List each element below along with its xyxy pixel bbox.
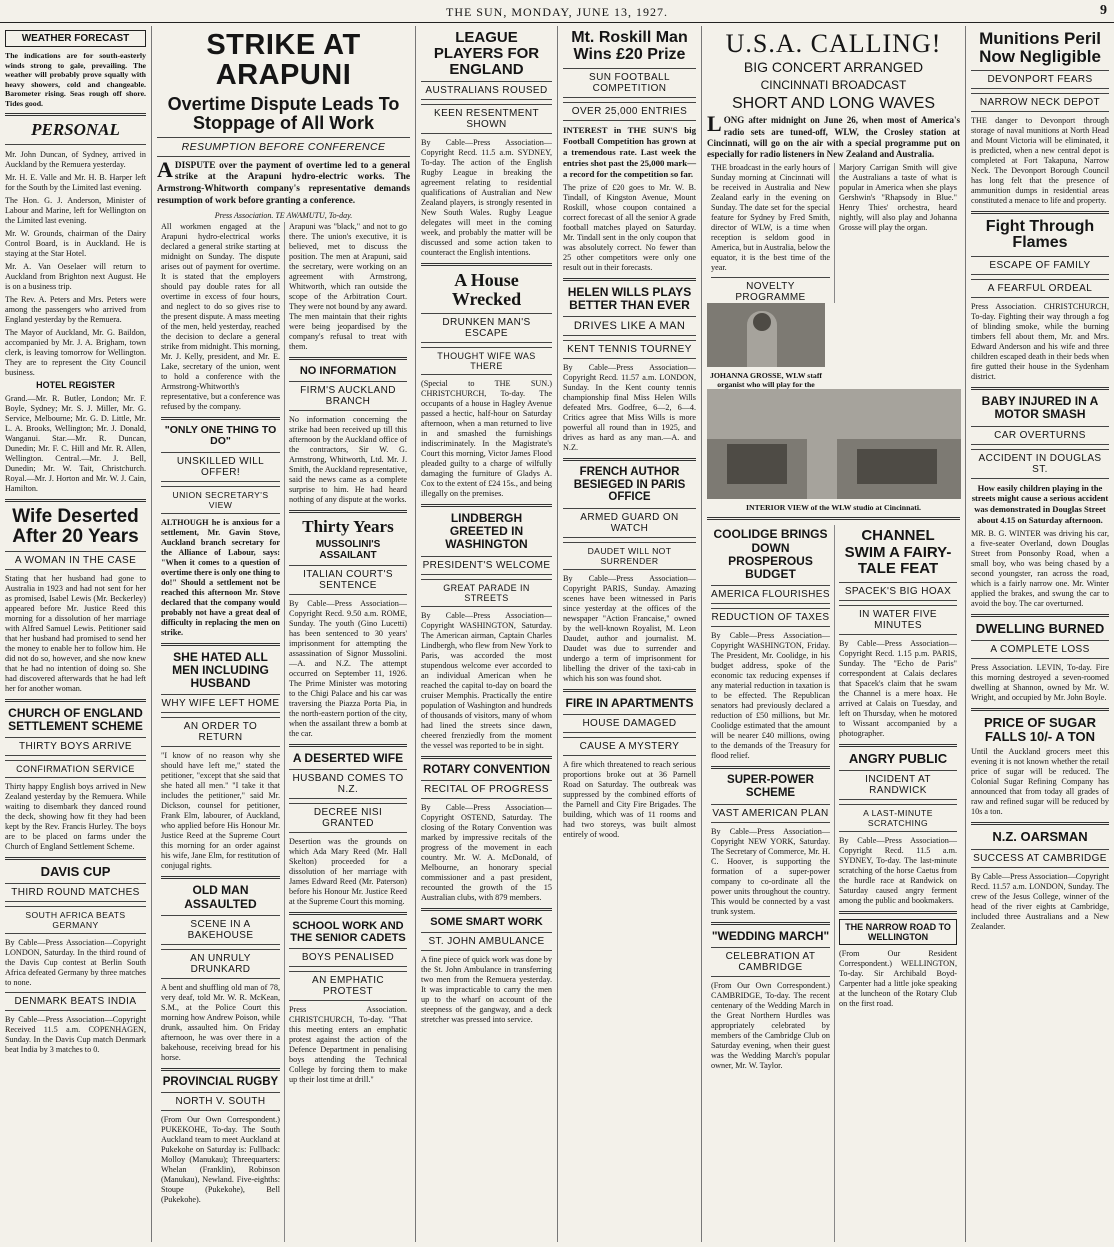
column-3 [416,26,558,1242]
roskill-deck-2: OVER 25,000 ENTRIES [563,102,696,121]
column-4 [558,26,702,1242]
old-deck-1: SCENE IN A BAKEHOUSE [161,915,280,945]
studio-caption: INTERIOR VIEW of the WLW studio at Cincinnati. [745,503,922,513]
old-heading: OLD MAN ASSAULTED [184,883,257,911]
masthead [0,0,1114,23]
narrow-text: (From Our Resident Correspondent.) WELLINGTON, To-day. Sir Archibald Boyd-Carpenter had a little joke speaking at the luncheon of the Rotary Club on the first road. [839,949,957,1009]
deserted-heading: A DESERTED WIFE [292,750,404,765]
school-heading: SCHOOL WORK AND THE SENIOR CADETS [290,919,406,944]
rotary-deck: RECITAL OF PROGRESS [421,780,552,799]
munitions-headline: Munitions Peril Now Negligible [979,29,1101,66]
narrow-heading: THE NARROW ROAD TO WELLINGTON [839,919,957,945]
studio-photo [707,389,961,499]
lindbergh-deck-1: PRESIDENT'S WELCOME [421,556,552,575]
coolidge-text: By Cable—Press Association—Copyright WASHINGTON, Friday. The President, Mr. Coolidge, in his budget address, spoke of the economic tax reducing expenses if any material reduction in taxation is to be effected. The Republican senators had previously declared a reduction of £50 millions, but Mr. Coolidge estimated that the amount will be nearer £40 millions, owing to the demands of the Treasury for flood relief. [711,631,830,761]
strike-dateline: Press Association. TE AWAMUTU, To-day. [214,210,353,220]
baby-deck-1: CAR OVERTURNS [971,426,1109,445]
helen-deck-2: KENT TENNIS TOURNEY [563,340,696,359]
helen-heading: HELEN WILLS PLAYS BETTER THAN EVER [567,284,692,312]
angry-deck-1: INCIDENT AT RANDWICK [839,770,957,800]
angry-deck-2: A LAST-MINUTE SCRATCHING [839,804,957,832]
hated-deck-2: AN ORDER TO RETURN [161,717,280,747]
some-deck: ST. JOHN AMBULANCE [421,932,552,951]
personal-item: The Rev. A. Peters and Mrs. Peters were among the passengers who arrived from England yesterday by the Remuera. [5,294,146,324]
only-heading: "ONLY ONE THING TO DO" [164,423,277,448]
hotel-text: Grand.—Mr. R. Butler, London; Mr. F. Boyle, Sydney; Mr. S. J. Miller, Mr. G. Service, Melbourne; Mr. G. D. Little, Mr. L. A. Brooks, Wellington; Mr. J. Donald, Wanganui. Star.—Mr. R. Duncan, Dunedin; Mr. F. C. Hill and Mr. R. Allen, Wellington. Central.—Mr. J. Bell, Dunedin; Mr. W. Tait, Christchurch. Royal.—Mr. J. Horton and Mr. W. J. Cain, Hamilton. [5,393,146,493]
channel-deck-1: SPACEK'S BIG HOAX [839,582,957,601]
fire-deck-1: HOUSE DAMAGED [563,714,696,733]
sugar-heading: PRICE OF SUGAR FALLS 10/- A TON [984,714,1096,745]
masthead-title: THE SUN, MONDAY, JUNE 13, 1927. [445,5,668,19]
only-text: ALTHOUGH he is anxious for a settlement, Mr. Gavin Stove, Auckland branch secretary for the Alliance of Labour, says: "When it comes to a question of overtime there is only one thing to do!" Should a settlement not be reached this afternoon Mr. Stove declared that the company would probably not have a great deal of difficulty in replacing the men on strike. [161,517,281,637]
oarsman-text: By Cable—Press Association—Copyright Recd. 11.57 a.m. LONDON, Sunday. The crew of the Jesus College, winner of the head of the river eights at Cambridge, included three Australians and a New Zealander. [971,871,1109,931]
personal-item: Mr. A. Van Oeselaer will return to Auckland from Brighton next August. He is on a business trip. [5,261,146,291]
oarsman-heading: N.Z. OARSMAN [992,829,1088,845]
rotary-text: By Cable—Press Association—Copyright OSTEND, Saturday. The closing of the Rotary Convention was marked by impressive recitals of the progress of the movement in each country. Mr. W. A. McDonald, of Melbourne, an honorary special commissioner and a past president, recounted the growth of the 15 Australian clubs, with 879 members. [421,803,552,903]
usa-subheadline-1: BIG CONCERT ARRANGED [743,59,924,76]
davis-heading: DAVIS CUP [40,863,111,879]
league-text: By Cable—Press Association—Copyright Recd. 11.5 a.m. SYDNEY, To-day. The action of the English Rugby League in breaking the agreement relating to residential qualifications of Australian and New Zealand players, is strongly resented in New South Wales. Rugby League delegates will meet in the coming week, and probably the matter will be discussed and some action taken to counteract the English intentions. [421,138,552,258]
dwelling-heading: DWELLING BURNED [975,620,1105,636]
church-heading: CHURCH OF ENGLAND SETTLEMENT SCHEME [8,705,143,733]
col5-lower-left [707,525,835,1242]
organist-caption: JOHANNA GROSSE, WLW staff organist who will play for the [709,371,823,390]
strike-subheadline: Overtime Dispute Leads To Stoppage of All Work [167,93,400,133]
usa-subheadline-2: CINCINNATI BROADCAST [760,77,907,92]
super-text: By Cable—Press Association—Copyright NEW YORK, Saturday. The Secretary of Commerce, Mr. H. C. Hoover, is supporting the formation of a super-power company to co-ordinate all the power units throughout the country. This would be connected by a vast trunk system. [711,826,830,916]
deserted-deck-2: DECREE NISI GRANTED [289,803,407,833]
munitions-text: THE danger to Devonport through storage of naval munitions at North Head and Mount Victoria will be eliminated, it is predicted, when a new central depot is completed at Fort Takapuna, Narrow Neck. The Devonport Borough Council has long felt that the presence of ammunition dumps in residential areas constituted a menace to life and property. [971,115,1109,205]
helen-text: By Cable—Press Association—Copyright Recd. 11.57 a.m. LONDON, Sunday. In the Kent county tennis championship final Miss Helen Wills defeated Mrs. Godfree, 6—2, 6—4. Critics agree that Miss Wills is more powerful all round than in 1925, and drives as hard as any man.—A. and N.Z. [563,362,696,452]
lindbergh-deck-2: GREAT PARADE IN STREETS [421,579,552,607]
angry-text: By Cable—Press Association—Copyright Recd. 11.5 a.m. SYDNEY, To-day. The last-minute scratching of the horse Caetus from the hurdle race at Randwick on Saturday caused angry ferment among the public and bookmakers. [839,836,957,906]
roskill-lead: INTEREST in THE SUN'S big Football Competition has grown at a tremendous rate. Last week the entries shot past the 25,000 mark—a record for the competition so far. [563,124,696,179]
wedding-deck: CELEBRATION AT CAMBRIDGE [711,947,830,977]
channel-text: By Cable—Press Association—Copyright Recd. 1.15 p.m. PARIS, Sunday. The "Echo de Paris" correspondent at Calais declares that Spacek's claim that he swam the Channel is a mere hoax. He arrived at Calais on Tuesday, and left on Thursday, when he motored to Wissant accompanied by a photographer. [839,638,957,738]
french-heading: FRENCH AUTHOR BESIEGED IN PARIS OFFICE [573,465,686,504]
hated-text: "I know of no reason why she should have left me," stated the petitioner, "except that she said that she hated all men." "I take it that includes the petitioner," said Mr. Dickson, counsel for petitioner, Frank Elm, labourer, of Auckland, who applied before His Honour Mr. Justice Reed at the Supreme Court this morning for an order against his wife, Jane Elm, for restitution of conjugal rights. [161,751,280,871]
column-6 [966,26,1114,1242]
only-deck-1: UNSKILLED WILL OFFER! [161,452,280,482]
usa-lead: LONG after midnight on June 26, when most of America's radio sets are tuned-off, WLW, the Crosley station at Cincinnati, will go on the air with a special programme put on especially for radio listeners in New Zealand and Australia. [707,111,960,160]
angry-heading: ANGRY PUBLIC [848,750,948,766]
coolidge-deck-2: REDUCTION OF TAXES [711,608,830,627]
strike-deck: RESUMPTION BEFORE CONFERENCE [157,137,410,157]
some-text: A fine piece of quick work was done by the St. John Ambulance in transferring two men from the Remuera yesterday. It was impracticable to carry the men up to the wharf on account of the steepness of the gangway, and a deck stretcher was pressed into service. [421,955,552,1025]
munitions-deck-1: DEVONPORT FEARS [971,70,1109,89]
mussolini-deck: ITALIAN COURT'S SENTENCE [289,565,407,595]
col2-left [157,222,285,1242]
denmark-heading: DENMARK BEATS INDIA [5,992,146,1011]
wife-text: Stating that her husband had gone to Australia in 1923 and had not sent for her as promised, Isabel Lewis (Mr. Beckerley) appeared before Mr. Justice Reed this morning for a dissolution of her marriage with Alfred Samuel Lewis. Petitioner said that her husband had promised to send her the money to enable her to follow him. He did not do so, however, and she now knew that he had no intention of doing so. She had discovered afterwards that he had left her for another woman. [5,573,146,693]
mussolini-text: By Cable—Press Association—Copyright Recd. 9.50 a.m. ROME, Sunday. The youth (Gino Lucetti) has been sentenced to 30 years' imprisonment for attempting the assassination of Signor Mussolini.—A. and N.Z. The attempt occurred on September 11, 1926. The Prime Minister was motoring to the Chigi Palace and his car was traversing the Piazza Porta Pia, in the north-eastern portion of the city, when the assailant threw a bomb at the car. [289,598,407,738]
wife-heading: Wife Deserted After 20 Years [12,505,139,547]
personal-item: The Hon. G. J. Anderson, Minister of Labour and Marine, left for Wellington on the Limited last evening. [5,195,146,225]
thirty-heading: Thirty Years [302,516,394,536]
weather-heading: WEATHER FORECAST [5,30,146,47]
munitions-deck-2: NARROW NECK DEPOT [971,93,1109,112]
league-headline: LEAGUE PLAYERS FOR ENGLAND [433,29,540,78]
usa-novelty-deck: NOVELTY PROGRAMME [711,277,830,303]
only-deck-2: UNION SECRETARY'S VIEW [161,486,280,514]
church-deck-2: CONFIRMATION SERVICE [5,760,146,778]
baby-text: MR. B. G. WINTER was driving his car, a five-seater Overland, down Douglas Street from Ponsonby Road, when a small boy, who was being chased by a second youngster, ran across the road, which is a fairly narrow one. Mr. Winter applied the brakes, and swung the car to avoid the boy. The car overturned. [971,528,1109,608]
some-heading: SOME SMART WORK [430,916,543,929]
super-heading: SUPER-POWER SCHEME [727,774,814,799]
roskill-text: The prize of £20 goes to Mr. W. B. Tindall, of Kingston Avenue, Mount Roskill, whose coupon contained a correct forecast of all the senior A grade football matches played on Saturday. Mr. Tindall sent in the only coupon that was absolutely correct. No fewer than 25 other competitors were only one result out in their forecasts. [563,182,696,272]
davis-text: By Cable—Press Association—Copyright LONDON, Saturday. In the third round of the Davis Cup contest at Berlin South Africa defeated Germany by three matches to none. [5,938,146,988]
house-deck-1: DRUNKEN MAN'S ESCAPE [421,313,552,343]
col5-lower-split [707,525,960,1242]
lindbergh-heading: LINDBERGH GREETED IN WASHINGTON [445,511,528,552]
usa-text-a: THE broadcast in the early hours of Sunday morning at Cincinnati will be received in Australia and New Zealand early in the evening on Sunday. The date set for the special feature for Sydney by Fred Smith, director of WLW, is a time when reception is seldom good in America, but in Australia, below the equator, it is the best time of the year. [711,163,830,273]
col2-right [285,222,411,1242]
noinfo-heading: NO INFORMATION [299,364,397,377]
house-heading: A House Wrecked [451,270,522,310]
dwelling-deck: A COMPLETE LOSS [971,640,1109,659]
rugby-text: (From Our Own Correspondent.) PUKEKOHE, To-day. The South Auckland team to meet Auckland at Pukekohe on Saturday is: Fullback: Molloy (Manukau); Threequarters: Whelan (Franklin), Robinson (Manukau), Newland. Five-eighths: Stoupe (Pukekohe), Bell (Pukekohe). [161,1115,280,1205]
sugar-text: Until the Auckland grocers meet this evening it is not known whether the retail price of sugar will be reduced. The Colonial Sugar Refining Company has announced that from today all grades of raw and refined sugar will be reduced by 10s a ton. [971,747,1109,817]
hotel-heading: HOTEL REGISTER [36,379,115,390]
baby-lead: How easily children playing in the streets might cause a serious accident was demonstrated in Douglas Street about 4.15 on Saturday afternoon. [971,482,1109,525]
fire-text: A fire which threatened to reach serious proportions broke out at 36 Parnell Road on Saturday. The outbreak was suppressed by the combined efforts of the Parnell and City Fire Brigades. The building, which was of 11 rooms and had two storeys, was built almost entirely of wood. [563,760,696,839]
dwelling-text: Press Association. LEVIN, To-day. Fire this morning destroyed a seven-roomed dwelling at Shannon, owned by Mr. W. Wright, and occupied by Mr. John Boyle. [971,662,1109,702]
strike-text-a: All workmen engaged at the Arapuni hydro-electrical works declared a general strike starting at midnight on Sunday. The dispute arises out of payment for overtime. It is stated that the employers should pay double rates for all overtime in excess of four hours, and neglect to do so gives rise to the present dispute. A mass meeting of the men, held yesterday, reached the decision to declare a general strike from midnight. This morning, Mr. J. Kelly, president, and Mr. E. Lake, secretary of the union, went to hold a conference with the Armstrong-Whitworth's representative, but a conference was refused by the company. [161,221,280,411]
house-text: (Special to THE SUN.) CHRISTCHURCH, To-day. The occupants of a house in Hagley Avenue passed a hectic, half-hour on Saturday afternoon, when a man returned to live in and smashed the furnishings indiscriminately. In the Magistrate's Court this morning, Victor James Flood pleaded guilty to a charge of wilfully damaging the furniture of Gladys A. Cox to the extent of £24 15s., and being illegally on the premises. [421,379,552,499]
column-1 [0,26,152,1242]
french-deck-1: ARMED GUARD ON WATCH [563,508,696,538]
church-deck-1: THIRTY BOYS ARRIVE [5,737,146,756]
helen-deck-1: DRIVES LIKE A MAN [563,316,696,336]
usa-photo-row [707,303,960,390]
usa-right [835,163,961,303]
super-deck: VAST AMERICAN PLAN [711,804,830,823]
personal-item: The Mayor of Auckland, Mr. G. Baildon, accompanied by Mr. J. A. Brigham, town clerk, is leaving tomorrow for Wellington. They are to represent the City Council business. [5,327,146,377]
school-deck-1: BOYS PENALISED [289,948,407,967]
col5-lower-right [835,525,961,1242]
french-deck-2: DAUDET WILL NOT SURRENDER [563,542,696,570]
organist-photo [707,303,825,367]
personal-item: Mr. H. E. Valle and Mr. H. B. Harper left for the South by the Limited last evening. [5,172,146,192]
rugby-heading: PROVINCIAL RUGBY [162,1075,279,1088]
weather-text: The indications are for south-easterly winds strong to gale, prevailing. The weather will probably prove squally with heavy showers, cold and changeable. Barometer rising. Seas rough off shore. Tides good. [5,51,146,108]
strike-lead: ADISPUTE over the payment of overtime led to a general strike at the Arapuni hydro-electric works. The Armstrong-Whitworth company's representative demands resumption of work before granting a conference. [157,156,410,206]
fight-heading: Fight Through Flames [985,217,1095,252]
wedding-text: (From Our Own Correspondent.) CAMBRIDGE, To-day. The recent centenary of the Wedding March in the Great Northern Hurdles was appropriately celebrated by members of the Cambridge Club on Saturday evening, when their guest was the Wedding March's popular owner, Mr. W. Taylor. [711,980,830,1070]
league-deck-2: KEEN RESENTMENT SHOWN [421,104,552,134]
strike-headline: STRIKE AT ARAPUNI [206,29,361,92]
personal-item: Mr. W. Grounds, chairman of the Dairy Control Board, is in Auckland. He is staying at the Star Hotel. [5,228,146,258]
old-deck-2: AN UNRULY DRUNKARD [161,949,280,979]
usa-split [707,163,960,303]
fight-deck-2: A FEARFUL ORDEAL [971,279,1109,298]
church-text: Thirty happy English boys arrived in New Zealand yesterday by the Remuera. While waiting to disembark they danced round the deck, showing how fit they had been kept by the Rev. Francis Hurley. The boys are to be placed on farms under the Church of England Settlement Scheme. [5,781,146,851]
roskill-headline: Mt. Roskill Man Wins £20 Prize [571,29,688,63]
hated-heading: SHE HATED ALL MEN INCLUDING HUSBAND [172,649,269,691]
column-2 [152,26,416,1242]
school-deck-2: AN EMPHATIC PROTEST [289,971,407,1001]
col2-split [157,222,410,1242]
strike-text-b: Arapuni was "black," and not to go there. The union's executive, it is believed, met to discuss the position. The men at Arapuni, said the secretary, were working on an agreement with Armstrong, Whitworth, which ran outside the scope of the Arbitration Court. They were not bound by any award. The men maintain that their rights were being jeopardised by the company's refusal to treat with them. [289,221,407,351]
channel-heading: CHANNEL SWIM A FAIRY-TALE FEAT [844,527,952,578]
personal-list [5,150,146,378]
usa-left [707,163,835,303]
page-number: 9 [1100,3,1108,18]
rugby-deck: NORTH V. SOUTH [161,1092,280,1111]
house-deck-2: THOUGHT WIFE WAS THERE [421,347,552,375]
davis-deck-1: THIRD ROUND MATCHES [5,883,146,902]
school-text: Press Association. CHRISTCHURCH, To-day. "That this meeting enters an emphatic protest against the action of the Defence Department in penalising boys attending the Technical College by forcing them to make up their lost time at drill." [289,1004,407,1084]
usa-subheadline-3: SHORT AND LONG WAVES [731,94,935,112]
hated-deck-1: WHY WIFE LEFT HOME [161,694,280,713]
personal-item: Mr. John Duncan, of Sydney, arrived in Auckland by the Remuera yesterday. [5,149,146,169]
fire-deck-2: CAUSE A MYSTERY [563,737,696,756]
channel-deck-2: IN WATER FIVE MINUTES [839,605,957,635]
league-deck-1: AUSTRALIANS ROUSED [421,81,552,100]
personal-heading: PERSONAL [31,120,120,139]
coolidge-heading: COOLIDGE BRINGS DOWN PROSPEROUS BUDGET [713,527,828,582]
baby-heading: BABY INJURED IN A MOTOR SMASH [981,394,1099,422]
lindbergh-text: By Cable—Press Association—Copyright WASHINGTON, Saturday. The American airman, Captain Charles Lindbergh, who flew from New York to Paris, was accorded the most stupendous welcome ever accorded to an individual American when he reached the capital to-day on board the cruiser Memphis. Practically the entire population of Washington and hundreds of thousands of visitors, many of whom had lined the streets since dawn, cheered frenziedly from the moment the vessel was reported to be in sight. [421,610,552,750]
deserted-text: Desertion was the grounds on which Ada Mary Reed (Mr. Hall Skelton) proceeded for a dissolution of her marriage with James Edward Reed (Mr. Paterson) before his Honour Mr. Justice Reed at the Supreme Court this morning. [289,836,407,906]
fight-text: Press Association. CHRISTCHURCH, To-day. Fighting their way through a fog of blinding smoke, while the burning timbers fell about them, Mr. and Mrs. Edward Anderson and his wife and three children escaped death in their beds when fire gutted their house in the Sydenham district. [971,302,1109,382]
wedding-heading: "WEDDING MARCH" [711,928,830,943]
baby-deck-2: ACCIDENT IN DOUGLAS ST. [971,449,1109,479]
usa-text-b: Marjory Carrigan Smith will give the Australians a taste of what is popular in America when she plays Gershwin's "Rhapsody in Blue." Henry Thies' orchestra, heard nightly, will also play and Johanna Grosse will play the organ. [839,163,957,233]
fight-deck-1: ESCAPE OF FAMILY [971,256,1109,275]
coolidge-deck-1: AMERICA FLOURISHES [711,585,830,604]
oarsman-deck: SUCCESS AT CAMBRIDGE [971,849,1109,868]
noinfo-text: No information concerning the strike had been received up till this afternoon by the Auckland office of the contractors, Sir W. G. Armstrong, Whitworth, Ltd. Mr. J. Smith, the Auckland representative, said the news came as a complete surprise to him. He had heard nothing of any dispute at the works. [289,414,407,504]
column-5 [702,26,966,1242]
mussolini-heading: MUSSOLINI'S ASSAILANT [315,538,381,561]
old-text: A bent and shuffling old man of 78, very deaf, told Mr. W. R. McKean, S.M., at the Police Court this morning how Andrew Poison, while drunk, assaulted him. On Friday afternoon, he was over there in a bakehouse, receiving bread for his horse. [161,982,280,1062]
wife-deck: A WOMAN IN THE CASE [5,551,146,570]
noinfo-deck: FIRM'S AUCKLAND BRANCH [289,381,407,411]
rotary-heading: ROTARY CONVENTION [423,763,550,776]
roskill-deck-1: SUN FOOTBALL COMPETITION [563,68,696,98]
davis-deck-2: SOUTH AFRICA BEATS GERMANY [5,906,146,934]
usa-headline: U.S.A. CALLING! [725,29,942,58]
fire-heading: FIRE IN APARTMENTS [565,695,694,710]
denmark-text: By Cable—Press Association—Copyright Received 11.5 a.m. COPENHAGEN, Sunday. In the Davis Cup match Denmark beat India by 3 matches to 0. [5,1015,146,1055]
deserted-deck-1: HUSBAND COMES TO N.Z. [289,769,407,799]
french-text: By Cable—Press Association—Copyright PARIS, Sunday. Amazing scenes have been witnessed in Paris since yesterday at the offices of the newspaper "Action Francaise," owned by the well-known Royalist, M. Leon Daudet, author and journalist. M. Daudet was due to surrender and undergo a term of imprisonment for libelling the driver of the taxi-cab in which his son was found shot. [563,573,696,683]
